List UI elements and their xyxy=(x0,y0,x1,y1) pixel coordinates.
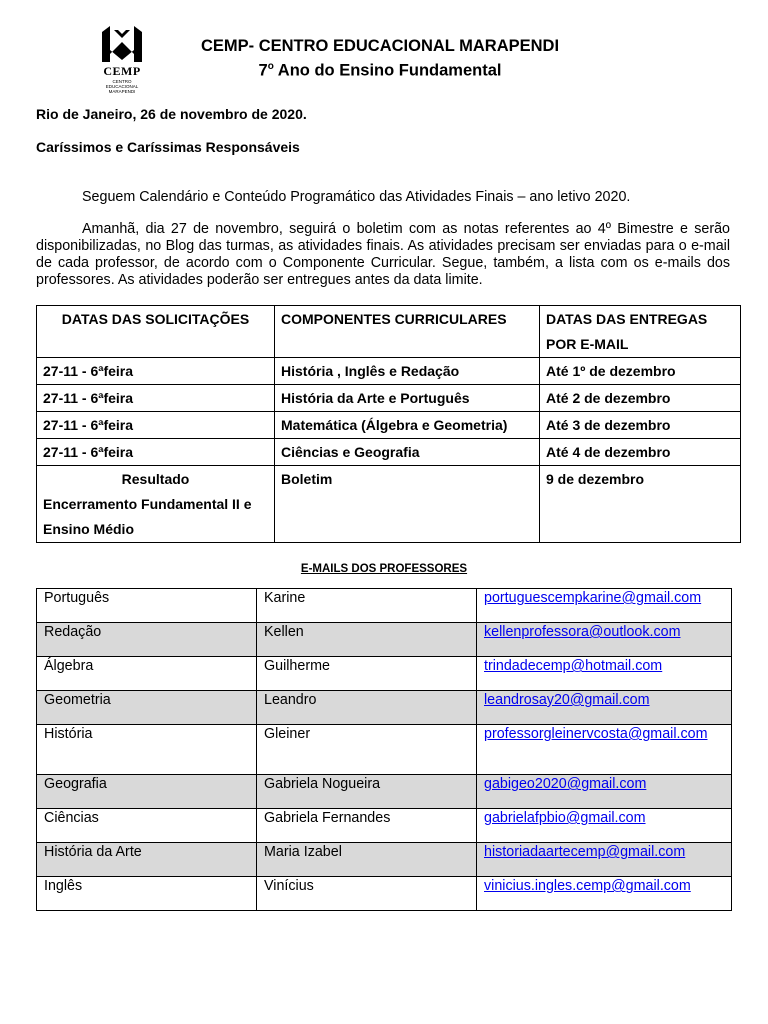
result-cell xyxy=(37,466,275,543)
teacher-cell: Kellen xyxy=(257,623,477,657)
subject-cell: Álgebra xyxy=(37,657,257,691)
subject-cell: História xyxy=(37,725,257,775)
schedule-row xyxy=(37,412,741,439)
email-link[interactable]: historiadaartecemp@gmail.com xyxy=(484,844,686,860)
email-link[interactable]: kellenprofessora@outlook.com xyxy=(484,624,681,640)
teacher-cell: Guilherme xyxy=(257,657,477,691)
teacher-emails-table xyxy=(36,588,732,911)
letter-date: Rio de Janeiro, 26 de novembro de 2020. xyxy=(36,106,307,122)
result-description: Encerramento Fundamental II e Ensino Médio xyxy=(43,496,252,537)
delivery-date: 9 de dezembro xyxy=(540,466,741,543)
subjects: Matemática (Álgebra e Geometria) xyxy=(275,412,540,439)
subject-cell: Ciências xyxy=(37,809,257,843)
letter-paragraph-2: Amanhã, dia 27 de novembro, seguirá o boletim com as notas referentes ao 4º Bimestre e serão disponibilizadas, no Blog das turmas, as atividades finais. As atividades precisam ser enviadas para o e-mail de cada professor, de acordo com o Componente Curricular. Segue, também, a lista com os e-mails dos professores. As atividades poderão ser entregues antes da data limite. xyxy=(36,221,730,288)
subjects: História , Inglês e Redação xyxy=(275,358,540,385)
email-row xyxy=(37,691,732,725)
email-link[interactable]: professorgleinervcosta@gmail.com xyxy=(484,726,708,742)
schedule-final-row xyxy=(37,466,741,543)
grade-number: 7 xyxy=(258,61,268,80)
subject-cell: Inglês xyxy=(37,877,257,911)
email-cell xyxy=(477,725,732,775)
email-row xyxy=(37,877,732,911)
email-cell xyxy=(477,657,732,691)
teacher-cell: Maria Izabel xyxy=(257,843,477,877)
document-header xyxy=(0,0,768,100)
email-row xyxy=(37,725,732,775)
teacher-cell: Karine xyxy=(257,589,477,623)
request-date: 27-11 - 6ªfeira xyxy=(37,358,275,385)
request-date: 27-11 - 6ªfeira xyxy=(37,385,275,412)
school-title: CEMP- CENTRO EDUCACIONAL MARAPENDI xyxy=(200,37,560,55)
grade-text: Ano do Ensino Fundamental xyxy=(273,61,502,80)
email-row xyxy=(37,809,732,843)
subject-cell: Português xyxy=(37,589,257,623)
email-cell xyxy=(477,809,732,843)
email-row xyxy=(37,623,732,657)
subjects: Boletim xyxy=(275,466,540,543)
teacher-cell: Gabriela Fernandes xyxy=(257,809,477,843)
result-label: Resultado xyxy=(121,471,190,487)
logo-subtitle: CENTRO EDUCACIONAL MARAPENDI xyxy=(105,79,139,94)
delivery-date: Até 3 de dezembro xyxy=(540,412,741,439)
email-link[interactable]: portuguescempkarine@gmail.com xyxy=(484,590,702,606)
teacher-cell: Gabriela Nogueira xyxy=(257,775,477,809)
teacher-cell: Vinícius xyxy=(257,877,477,911)
delivery-date: Até 1º de dezembro xyxy=(540,358,741,385)
email-link[interactable]: vinicius.ingles.cemp@gmail.com xyxy=(484,878,691,894)
email-row xyxy=(37,657,732,691)
logo-name: CEMP xyxy=(103,64,141,78)
schedule-row xyxy=(37,439,741,466)
request-date: 27-11 - 6ªfeira xyxy=(37,412,275,439)
email-cell xyxy=(477,623,732,657)
cemp-logo-icon xyxy=(96,24,148,64)
subject-cell: História da Arte xyxy=(37,843,257,877)
delivery-date: Até 4 de dezembro xyxy=(540,439,741,466)
schedule-header-cell: COMPONENTES CURRICULARES xyxy=(275,306,540,358)
schedule-table xyxy=(36,305,741,543)
email-cell xyxy=(477,775,732,809)
schedule-row xyxy=(37,358,741,385)
email-cell xyxy=(477,589,732,623)
grade-title xyxy=(160,61,600,81)
teacher-cell: Leandro xyxy=(257,691,477,725)
letter-greeting: Caríssimos e Caríssimas Responsáveis xyxy=(36,139,300,155)
email-link[interactable]: leandrosay20@gmail.com xyxy=(484,692,650,708)
grade-ordinal: o xyxy=(267,61,274,72)
subjects: História da Arte e Português xyxy=(275,385,540,412)
letter-paragraph-1: Seguem Calendário e Conteúdo Programático das Atividades Finais – ano letivo 2020. xyxy=(82,189,631,205)
email-row xyxy=(37,775,732,809)
email-link[interactable]: trindadecemp@hotmail.com xyxy=(484,658,663,674)
schedule-header-cell: DATAS DAS SOLICITAÇÕES xyxy=(37,306,275,358)
teacher-cell: Gleiner xyxy=(257,725,477,775)
email-row xyxy=(37,843,732,877)
subjects: Ciências e Geografia xyxy=(275,439,540,466)
email-link[interactable]: gabrielafpbio@gmail.com xyxy=(484,810,646,826)
schedule-row xyxy=(37,385,741,412)
delivery-date: Até 2 de dezembro xyxy=(540,385,741,412)
request-date: 27-11 - 6ªfeira xyxy=(37,439,275,466)
email-cell xyxy=(477,843,732,877)
schedule-header-cell: DATAS DAS ENTREGAS POR E-MAIL xyxy=(540,306,741,358)
email-link[interactable]: gabigeo2020@gmail.com xyxy=(484,776,647,792)
subject-cell: Geometria xyxy=(37,691,257,725)
email-cell xyxy=(477,691,732,725)
email-cell xyxy=(477,877,732,911)
cemp-logo xyxy=(96,24,148,94)
subject-cell: Redação xyxy=(37,623,257,657)
emails-section-title: E-MAILS DOS PROFESSORES xyxy=(300,563,468,575)
schedule-header-row xyxy=(37,306,741,358)
subject-cell: Geografia xyxy=(37,775,257,809)
email-row xyxy=(37,589,732,623)
